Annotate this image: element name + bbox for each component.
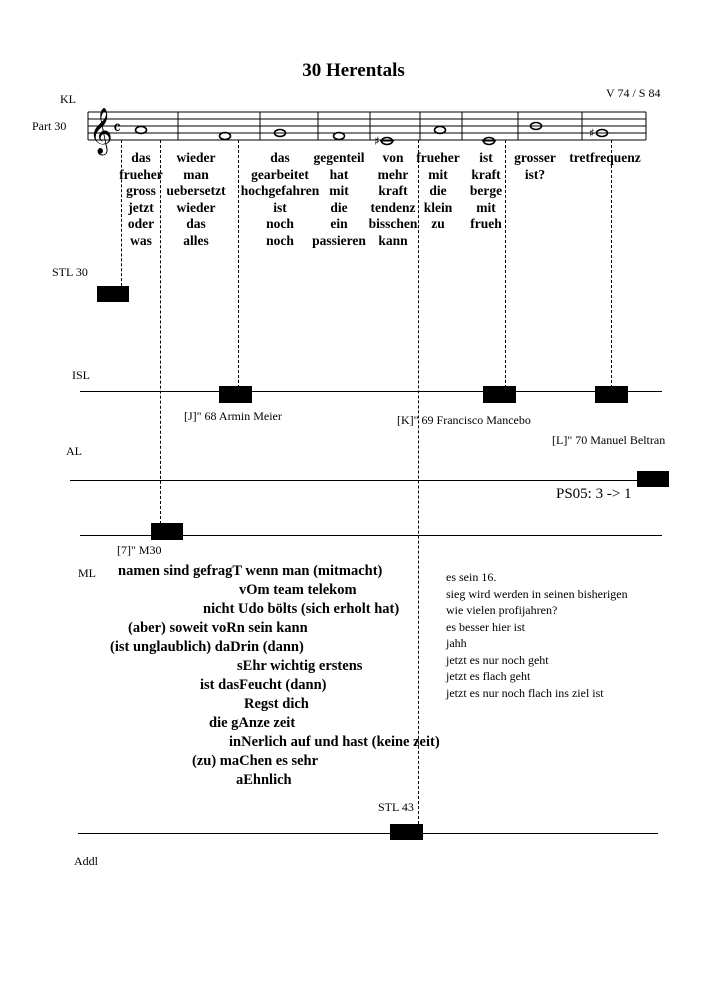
- ml-text-line: Regst dich: [244, 696, 309, 712]
- isl-rider-label: [L]" 70 Manuel Beltran: [552, 433, 666, 447]
- lyric-column: von mehr kraft tendenz bisschen kann: [368, 150, 418, 248]
- lyric-column: wieder man uebersetzt wieder das alles: [166, 150, 226, 248]
- kl-label: KL: [60, 92, 76, 106]
- connector-line: [238, 140, 239, 388]
- stl-bottom-label: STL 43: [378, 800, 414, 814]
- ml-text-line: sEhr wichtig erstens: [237, 658, 363, 674]
- sharp-icon: ♯: [374, 134, 380, 148]
- lyric-column: frueher mit die klein zu: [416, 150, 460, 231]
- note: [220, 133, 231, 140]
- ml-text-line: aEhnlich: [236, 772, 292, 788]
- note: [334, 133, 345, 140]
- al-line: [70, 480, 662, 481]
- ml-text-line: ist dasFeucht (dann): [200, 677, 327, 693]
- note: [136, 127, 147, 134]
- lyric-column: das gearbeitet hochgefahren ist noch noch: [240, 150, 320, 248]
- isl-rider-label: [J]" 68 Armin Meier: [184, 409, 282, 423]
- part-label: Part 30: [32, 119, 67, 133]
- ml-marker: [151, 523, 183, 540]
- ml-text-line: namen sind gefragT wenn man (mitmacht): [118, 563, 383, 579]
- version-label: V 74 / S 84: [606, 86, 661, 100]
- connector-line: [611, 140, 612, 388]
- ml-text-line: die gAnze zeit: [209, 715, 296, 731]
- addl-line: [78, 833, 658, 834]
- isl-marker: [219, 386, 252, 403]
- sharp-icon: ♯: [589, 126, 595, 140]
- lyric-column: tretfrequenz: [569, 150, 641, 165]
- page-title: 30 Herentals: [302, 60, 405, 81]
- isl-label: ISL: [72, 368, 90, 382]
- ml-text-line: inNerlich auf und hast (keine zeit): [229, 734, 440, 750]
- ml-marker-label: [7]" M30: [117, 543, 162, 557]
- stl-top-marker: [97, 286, 129, 302]
- connector-line: [121, 140, 122, 286]
- lyric-column: grosser ist?: [514, 150, 556, 182]
- addl-label: Addl: [74, 854, 98, 868]
- note: [435, 127, 446, 134]
- common-time-icon: 𝄴: [113, 118, 122, 139]
- ps-label: PS05: 3 -> 1: [556, 486, 632, 502]
- ml-text-line: nicht Udo bölts (sich erholt hat): [203, 601, 400, 617]
- stl-bottom-marker: [390, 824, 423, 840]
- right-text-block: es sein 16. sieg wird werden in seinen bisherigen wie vielen profijahren? es besser hier ist jahh jetzt es nur noch geht jetzt es flach geht jetzt es nur noch flach ins ziel ist: [446, 570, 628, 700]
- lyric-column: ist kraft berge mit frueh: [469, 150, 503, 231]
- ml-text-line: (ist unglaublich) daDrin (dann): [110, 639, 304, 655]
- connector-line: [505, 140, 506, 388]
- ml-text-line: (zu) maChen es sehr: [192, 753, 319, 769]
- lyric-column: das frueher gross jetzt oder was: [119, 150, 163, 248]
- isl-marker: [595, 386, 628, 403]
- ml-text-line: (aber) soweit voRn sein kann: [128, 620, 308, 636]
- al-marker: [637, 471, 669, 487]
- isl-line: [80, 391, 662, 392]
- connector-line: [160, 140, 161, 524]
- ml-text-line: vOm team telekom: [239, 582, 357, 598]
- al-label: AL: [66, 444, 82, 458]
- lyric-column: gegenteil hat mit die ein passieren: [312, 150, 366, 248]
- ml-label: ML: [78, 566, 96, 580]
- stl-top-label: STL 30: [52, 265, 88, 279]
- isl-rider-label: [K]" 69 Francisco Mancebo: [397, 413, 531, 427]
- connector-line: [418, 140, 419, 824]
- treble-clef-icon: 𝄞: [89, 108, 113, 154]
- isl-marker: [483, 386, 516, 403]
